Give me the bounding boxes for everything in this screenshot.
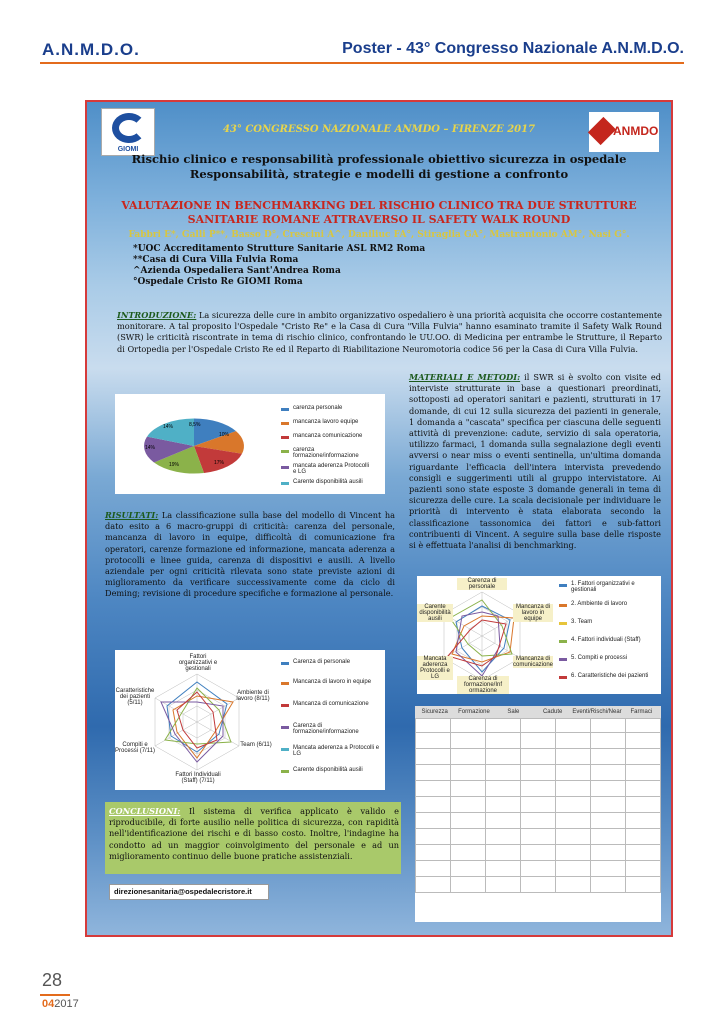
radar2-legend-item: Mancata aderenza a Protocolli e LG	[293, 745, 380, 757]
table-tab: Eventi/Rischi/Near	[572, 709, 622, 715]
giomi-logo: GIOMI	[101, 108, 155, 156]
radar2-axis-label: Fattori Individuali (Staff) (7/11)	[175, 772, 221, 784]
svg-text:10%: 10%	[219, 432, 230, 438]
table-tab: Farmaci	[630, 709, 653, 715]
radar2-legend-item: Mancanza di comunicazione	[293, 701, 369, 707]
pie-chart	[119, 394, 269, 494]
header-divider	[40, 62, 684, 64]
radar1-legend-item: 1. Fattori organizzativi e gestionali	[571, 581, 635, 593]
conclusioni-section: CONCLUSIONI: Il sistema di verifica applicato è valido e riproducibile, di forte ausilio nelle politica di sicurezza, con rapidità nell'identificazione dei rischi e di basso costo. Inoltre, l'indagine ha condotto ad un maggior coinvolgimento del personale e ad un miglioramento continuo delle buone pratiche assistenziali.	[109, 806, 399, 861]
footer-divider	[40, 994, 70, 996]
table-tab: Sale	[507, 709, 520, 715]
radar1-legend-item: 5. Compiti e processi	[571, 655, 628, 661]
affiliations: *UOC Accreditamento Strutture Sanitarie ASL RM2 Roma **Casa di Cura Villa Fulvia Roma ^Azienda Ospedaliera Sant'Andrea Roma °Ospedale Cristo Re GIOMI Roma	[133, 244, 426, 287]
radar2-legend-item: Carente disponibilità ausili	[293, 767, 363, 773]
radar2-legend-item: Mancanza di lavoro in equipe	[293, 679, 372, 685]
radar1-axis-label: Carenza di personale	[457, 578, 507, 590]
table-tab: Sicurezza	[421, 709, 448, 715]
page-number: 28	[42, 970, 63, 990]
radar2-axis-label: Compiti e Processi (7/11)	[115, 742, 155, 754]
radar2-legend-item: Carenza di formazione/informazione	[293, 723, 359, 735]
journal-name: A.N.M.D.O.	[42, 40, 140, 59]
svg-text:17%: 17%	[214, 460, 225, 466]
radar2-axis-label: Ambiente di lavoro (8/11)	[236, 690, 270, 702]
svg-text:19%: 19%	[169, 462, 180, 468]
table-tab: Cadute	[542, 709, 563, 715]
table-tabs	[415, 706, 661, 718]
radar1-legend-item: 6. Caratteristiche dei pazienti	[571, 673, 649, 679]
radar1-legend-item: 4. Fattori individuali (Staff)	[571, 637, 641, 643]
radar2-legend-item: Carenza di personale	[293, 659, 351, 665]
issue-number: 042017	[42, 998, 79, 1010]
poster-subtitle: Rischio clinico e responsabilità professionale obiettivo sicurezza in ospedale Responsabilità, strategie e modelli di gestione a confronto	[131, 152, 627, 181]
radar1-axis-label: Carenza di formazione/Inf ormazione	[457, 676, 509, 694]
authors: Fabbri E*, Galli P**, Basso D°, Crescini A^, Daniliuc FA°, Stiraglia GA°, Mastrantonio AM°, Nasi G°.	[128, 230, 630, 240]
poster-title: VALUTAZIONE IN BENCHMARKING DEL RISCHIO CLINICO TRA DUE STRUTTURE SANITARIE ROMANE ATTRAVERSO IL SAFETY WALK ROUND	[121, 199, 637, 226]
pie-legend-item: mancata aderenza Protocolli e LG	[293, 463, 370, 475]
pie-chart-box	[115, 394, 385, 494]
pie-legend-item: Carente disponibilità ausili	[293, 479, 363, 485]
poster	[85, 100, 673, 937]
radar-chart-1	[417, 576, 661, 694]
introduzione-section: INTRODUZIONE: La sicurezza delle cure in ambito organizzativo ospedaliero è una priorità acquisita che occorre costantemente monitorare. A tal proposito l'Ospedale "Cristo Re" e la Casa di Cura "Villa Fulvia" hanno esaminato tramite il Safety Walk Round (SWR) le criticità riscontrate in tema di rischio clinico, confrontando le UU.OO. di Medicina per entrambe le Strutture, il Reparto di Ortopedia per l'Ospedale Cristo Re ed il Reparto di Riabilitazione Neuromotoria codice 56 per la Casa di Cura Villa Fulvia.	[117, 310, 662, 354]
pie-legend-item: carenza personale	[293, 405, 343, 411]
svg-text:14%: 14%	[163, 424, 174, 430]
radar2-axis-label: Team (6/11)	[240, 742, 272, 748]
contact-email: direzionesanitaria@ospedalecristore.it	[109, 884, 269, 900]
page-header-title: Poster - 43° Congresso Nazionale A.N.M.D.O.	[342, 40, 684, 57]
pie-legend-item: carenza formazione/informazione	[293, 447, 359, 459]
svg-text:8,5%: 8,5%	[189, 422, 201, 428]
radar1-axis-label: Mancata aderenza Protocolli e LG	[417, 656, 453, 680]
benchmark-table	[415, 718, 661, 922]
radar1-axis-label: Carente disponibilità ausili	[417, 604, 453, 622]
radar1-axis-label: Mancanza di lavoro in equipe	[513, 604, 553, 622]
pie-legend-item: mancanza lavoro equipe	[293, 419, 359, 425]
radar-chart-2	[115, 650, 385, 790]
table-tab: Formazione	[458, 709, 490, 715]
pie-legend-item: mancanza comunicazione	[293, 433, 363, 439]
congress-title: 43° CONGRESSO NAZIONALE ANMDO – FIRENZE 2017	[222, 124, 536, 135]
svg-text:14%: 14%	[145, 445, 156, 451]
radar2-axis-label: Fattori organizzativi e gestionali	[178, 654, 218, 672]
radar1-legend-item: 3. Team	[571, 619, 593, 625]
radar1-axis-label: Mancanza di comunicazione	[513, 656, 554, 668]
risultati-section: RISULTATI: La classificazione sulla base del modello di Vincent ha dato esito a 6 macro-gruppi di criticità: carenza del personale, mancanza di lavoro in equipe, difficoltà di comunicazione fra operatori, carenze formazione ed informazione, mancata aderenza a protocolli e linee guida, carenza di dispositivi e ausili. A livello aziendale per ogni criticità rilevata sono state previste azioni di miglioramento da verificare successivamente come da ciclo di Deming; revisione di procedure specifiche e formazione al personale.	[105, 510, 395, 599]
anmdo-logo: ANMDO	[589, 112, 659, 152]
radar2-axis-label: Caratteristiche dei pazienti (5/11)	[115, 688, 155, 706]
materiali-metodi-section: MATERIALI E METODI: il SWR si è svolto con visite ed interviste strutturate in base a questionari preordinati, sottoposti ad operatori sanitari e pazienti, strutturati in 17 domande, di cui 12 sulla sicurezza dei pazienti in generale, 1 domanda a "cascata" specifica per ciascuna delle seguenti attività di prevenzione: cadute, servizio di sala operatoria, utilizzo farmaci, 1 domanda sulla segnalazione degli eventi avversi o near miss o eventi sentinella, un'ultima domanda riguardante l'efficacia dell'intera intervista prevedendo consigli e suggerimenti utili al gruppo intervistatore. Ai pazienti sono state esposte 3 domande generali in tema di sicurezza delle cure. La scala decisionale per individuare le priorità di intervento è stata elaborata secondo la classificazione tassonomica dei fattori e sub-fattori contribuenti di Vincent. A seguire sulla base delle risposte si è effettuata l'analisi di benchmarking.	[409, 372, 661, 551]
radar1-legend-item: 2. Ambiente di lavoro	[571, 601, 628, 607]
